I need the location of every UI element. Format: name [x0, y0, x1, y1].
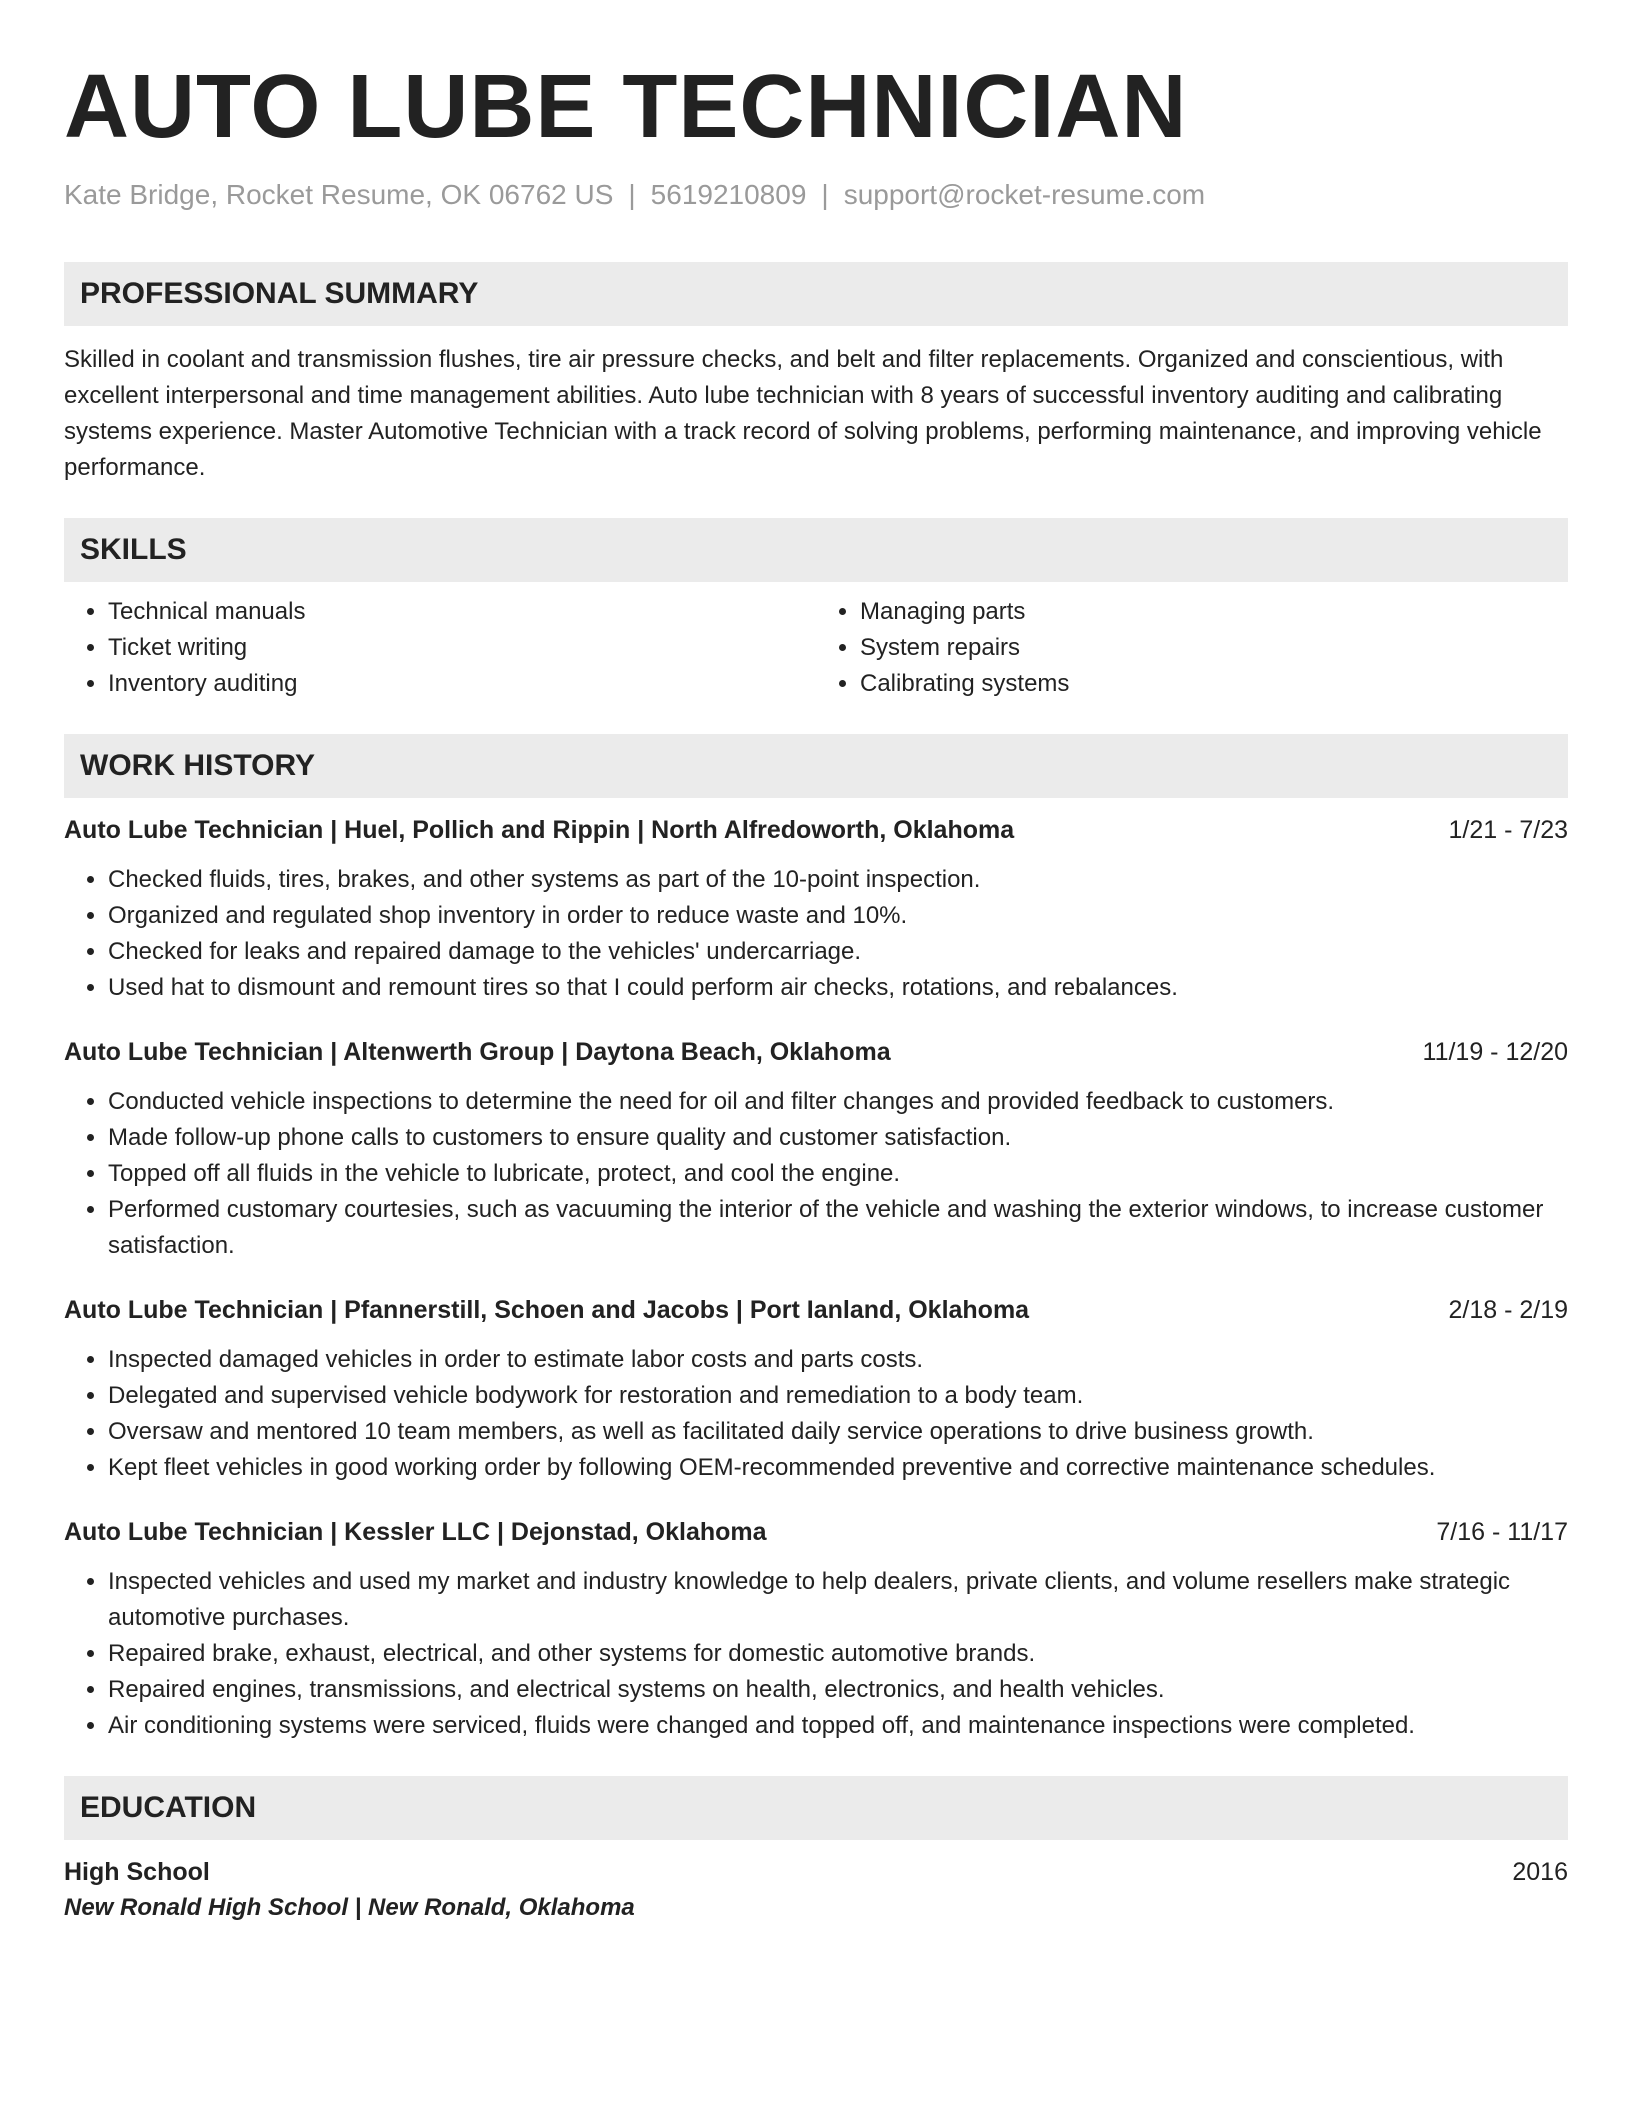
education-school: New Ronald High School | New Ronald, Oklahoma: [64, 1893, 635, 1921]
job-bullet: • Organized and regulated shop inventory in order to reduce waste and 10%.: [108, 898, 1568, 934]
education-year: 2016: [1512, 1857, 1568, 1886]
contact-separator: |: [628, 179, 636, 210]
skill-item: • System repairs: [860, 630, 1568, 666]
job-bullet: • Checked fluids, tires, brakes, and other systems as part of the 10-point inspection.: [108, 862, 1568, 898]
job-bullet: • Inspected vehicles and used my market and industry knowledge to help dealers, private clients, and volume resellers make strategic automotive purchases.: [108, 1564, 1568, 1636]
job-title: Auto Lube Technician | Pfannerstill, Schoen and Jacobs | Port Ianland, Oklahoma: [64, 1295, 1030, 1324]
contact-address: Kate Bridge, Rocket Resume, OK 06762 US: [64, 179, 614, 210]
section-heading-work-history: WORK HISTORY: [64, 734, 1568, 798]
job-entry: [64, 1034, 1568, 1264]
skill-item: • Ticket writing: [108, 630, 816, 666]
job-dates: 1/21 - 7/23: [1448, 815, 1568, 844]
skill-item: • Managing parts: [860, 594, 1568, 630]
job-bullet: • Checked for leaks and repaired damage to the vehicles' undercarriage.: [108, 934, 1568, 970]
contact-phone: 5619210809: [650, 179, 807, 210]
job-header: [64, 812, 1568, 848]
job-header: [64, 1034, 1568, 1070]
job-entry: [64, 1292, 1568, 1486]
job-bullet: • Delegated and supervised vehicle bodywork for restoration and remediation to a body team.: [108, 1378, 1568, 1414]
education-degree: High School: [64, 1857, 210, 1886]
job-title: Auto Lube Technician | Kessler LLC | Dejonstad, Oklahoma: [64, 1517, 767, 1546]
job-bullet: • Kept fleet vehicles in good working order by following OEM-recommended preventive and corrective maintenance schedules.: [108, 1450, 1568, 1486]
job-bullets: [64, 862, 1568, 1006]
job-bullet: • Made follow-up phone calls to customers to ensure quality and customer satisfaction.: [108, 1120, 1568, 1156]
job-title: Auto Lube Technician | Altenwerth Group | Daytona Beach, Oklahoma: [64, 1037, 891, 1066]
job-bullet: • Air conditioning systems were serviced, fluids were changed and topped off, and maintenance inspections were completed.: [108, 1708, 1568, 1744]
contact-line: [64, 178, 1568, 212]
job-bullets: [64, 1084, 1568, 1264]
job-bullet: • Inspected damaged vehicles in order to estimate labor costs and parts costs.: [108, 1342, 1568, 1378]
job-dates: 7/16 - 11/17: [1436, 1517, 1568, 1546]
contact-separator: |: [821, 179, 829, 210]
education-header: [64, 1854, 1568, 1890]
skills-column-right: [816, 594, 1568, 702]
skill-item: • Technical manuals: [108, 594, 816, 630]
job-bullet: • Topped off all fluids in the vehicle to lubricate, protect, and cool the engine.: [108, 1156, 1568, 1192]
job-dates: 11/19 - 12/20: [1422, 1037, 1568, 1066]
job-bullet: • Repaired engines, transmissions, and electrical systems on health, electronics, and health vehicles.: [108, 1672, 1568, 1708]
job-bullet: • Used hat to dismount and remount tires so that I could perform air checks, rotations, and rebalances.: [108, 970, 1568, 1006]
job-entry: [64, 1514, 1568, 1744]
job-bullet: • Repaired brake, exhaust, electrical, and other systems for domestic automotive brands.: [108, 1636, 1568, 1672]
skill-item: • Calibrating systems: [860, 666, 1568, 702]
job-bullet: • Performed customary courtesies, such as vacuuming the interior of the vehicle and washing the exterior windows, to increase customer satisfaction.: [108, 1192, 1568, 1264]
job-bullet: • Oversaw and mentored 10 team members, as well as facilitated daily service operations to drive business growth.: [108, 1414, 1568, 1450]
contact-email: support@rocket-resume.com: [843, 179, 1206, 210]
education-entry: [64, 1854, 1568, 1926]
job-bullet: • Conducted vehicle inspections to determine the need for oil and filter changes and provided feedback to customers.: [108, 1084, 1568, 1120]
job-dates: 2/18 - 2/19: [1448, 1295, 1568, 1324]
job-bullets: [64, 1564, 1568, 1744]
skills-column-left: [64, 594, 816, 702]
skills-list: [64, 594, 1568, 702]
job-entry: [64, 812, 1568, 1006]
summary-text: Skilled in coolant and transmission flushes, tire air pressure checks, and belt and filter replacements. Organized and conscientious, with excellent interpersonal and time management abilities. Auto lube technician with 8 years of successful inventory auditing and calibrating systems experience. Master Automotive Technician with a track record of solving problems, performing maintenance, and improving vehicle performance.: [64, 345, 1542, 481]
section-heading-skills: SKILLS: [64, 518, 1568, 582]
job-header: [64, 1514, 1568, 1550]
job-header: [64, 1292, 1568, 1328]
job-title: Auto Lube Technician | Huel, Pollich and Rippin | North Alfredoworth, Oklahoma: [64, 815, 1015, 844]
skill-item: • Inventory auditing: [108, 666, 816, 702]
section-heading-summary: PROFESSIONAL SUMMARY: [64, 262, 1568, 326]
job-bullets: [64, 1342, 1568, 1486]
section-heading-education: EDUCATION: [64, 1776, 1568, 1840]
resume-title: AUTO LUBE TECHNICIAN: [64, 57, 1188, 157]
